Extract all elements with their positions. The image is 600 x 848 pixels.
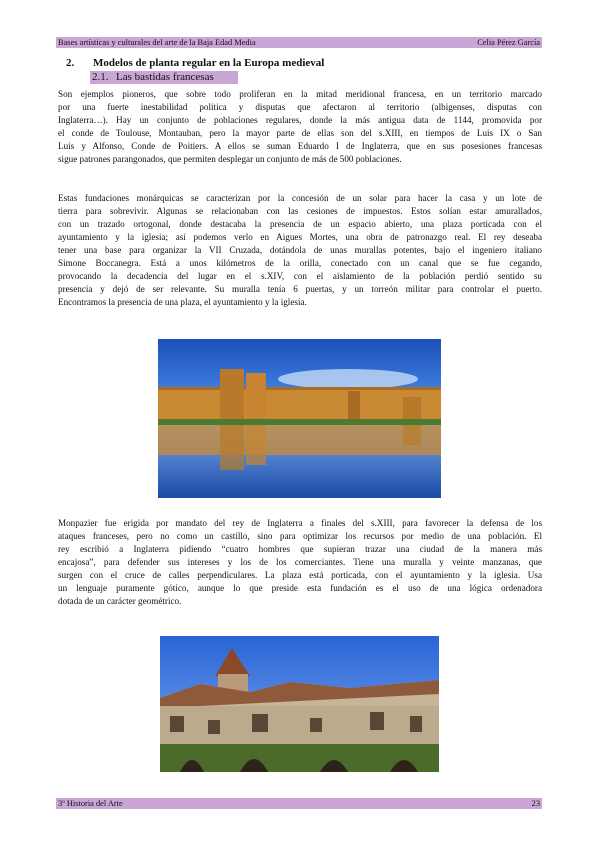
text-line: Son ejemplos pioneros, que sobre todo proliferan en la mitad meridional francesa, en un territorio marcado — [58, 89, 542, 99]
text-line: el conde de Toulouse, Montauban, pero la mayor parte de ellas son del s.XIII, en tiempos de Luis IX o San — [58, 128, 542, 138]
page-footer — [56, 798, 542, 809]
text-line: Encontramos la presencia de una plaza, el ayuntamiento y la iglesia. — [58, 297, 307, 307]
text-line: ayuntamiento y la iglesia; así podemos verlo en Aigues Mortes, una obra de patronazgo real. El rey deseaba — [58, 232, 542, 242]
text-line: ataques franceses, pero no como un castillo, sino para optimizar los recursos por medio de una población. El — [58, 531, 542, 541]
text-line: con un trazado ortogonal, donde destacaba la presencia de un espacio abierto, una plaza porticada con el — [58, 219, 542, 229]
text-line: Estas fundaciones monárquicas se caracterizan por la concesión de un solar para hacer la casa y un lote de — [58, 193, 542, 203]
subsection-heading — [90, 71, 238, 84]
text-line: Monpazier fue erigida por mandato del rey de Inglaterra a finales del s.XIII, para favorecer la defensa de los — [58, 518, 542, 528]
page-header — [56, 37, 542, 48]
text-line: tener una base para organizar la VII Cruzada, dotándola de unas murallas potentes, bajo el ingeniero italiano — [58, 245, 542, 255]
header-author: Celia Pérez García — [477, 38, 540, 47]
text-line: por una fuerte inestabilidad política y disputas que afectaron al territorio (albigenses, disputas con — [58, 102, 542, 112]
monpazier-photo — [160, 636, 439, 772]
paragraph-bastidas-intro — [58, 88, 542, 166]
text-line: presencia y dejó de ser relevante. Su muralla tenía 6 puertas, y un torreón militar para controlar el puerto. — [58, 284, 542, 294]
section-heading — [66, 57, 324, 69]
subsection-number: 2.1. — [92, 71, 109, 83]
paragraph-monpazier — [58, 517, 542, 608]
text-line: Simone Boccanegra. Está a unos kilómetros de la orilla, conectado con un canal que se fue cegando, — [58, 258, 542, 268]
footer-course: 3º Historia del Arte — [58, 799, 123, 808]
text-line: sigue patrones parangonados, que permiten desplegar un conjunto de más de 500 poblaciones. — [58, 154, 402, 164]
text-line: tierra para sobrevivir. Algunas se relacionaban con las cesiones de impuestos. Estos solían estar amurallados, — [58, 206, 542, 216]
section-title: Modelos de planta regular en la Europa medieval — [93, 57, 325, 69]
section-number: 2. — [66, 57, 75, 69]
text-line: provocando la decadencia del lugar en el s.XIV, con el aislamiento de la población perdió sentido su — [58, 271, 542, 281]
text-line: un lenguaje puramente gótico, aunque lo que preside esta fundación es el uso de una lógica ordenadora — [58, 583, 542, 593]
text-line: encajosa”, para defender sus intereses y los de los comerciantes. Tiene una muralla y veinte manzanas, que — [58, 557, 542, 567]
header-title: Bases artísticas y culturales del arte de la Baja Edad Media — [58, 38, 256, 47]
text-line: dotada de un carácter geométrico. — [58, 596, 182, 606]
text-line: Luis y Alfonso, Conde de Poitiers. A ellos se suman Eduardo I de Inglaterra, que en sus posesiones francesas — [58, 141, 542, 151]
text-line: rey escribió a Inglaterra pidiendo “cuatro hombres que supieran trazar una ciudad de la manera más — [58, 544, 542, 554]
paragraph-fundaciones — [58, 192, 542, 309]
aigues-mortes-photo — [158, 339, 441, 498]
page-number: 23 — [531, 799, 540, 808]
text-line: Inglaterra…). Hay un conjunto de poblaciones regulares, donde la más antigua data de 1144, promovida por — [58, 115, 542, 125]
subsection-title: Las bastidas francesas — [116, 71, 214, 83]
text-line: surgen con el cruce de calles perpendiculares. La plaza está porticada, con el ayuntamiento y la iglesia. Usa — [58, 570, 542, 580]
